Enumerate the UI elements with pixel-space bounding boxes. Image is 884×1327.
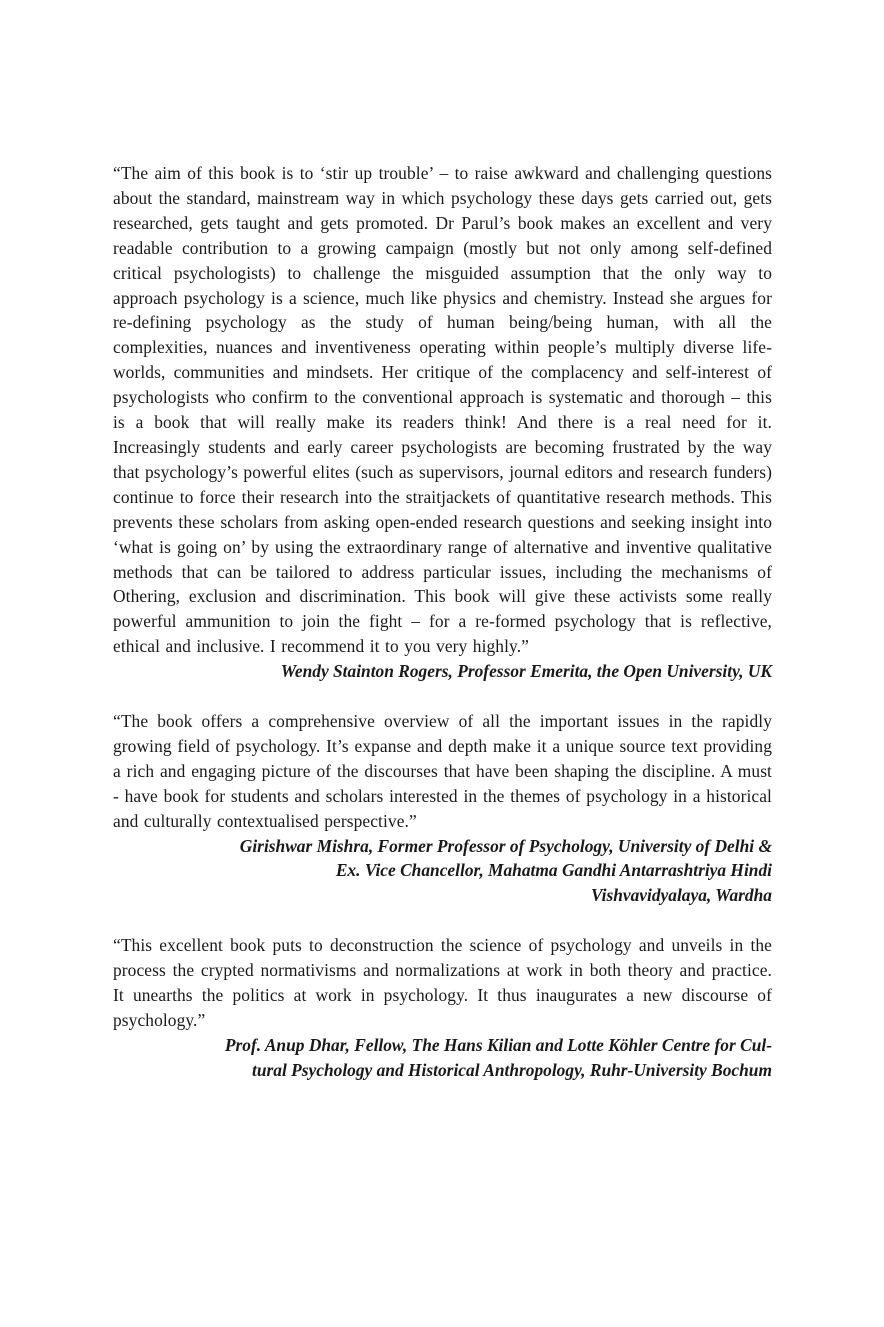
testimonial-quote: “The book offers a comprehensive overview of all the important issues in the rapidly growing field of psychology. It’s expanse and depth make it a unique source text providing a rich and engaging picture of the discourses that have been shaping the discipline. A must - have book for students and scholars interested in the themes of psychology in a historical and culturally contextualised perspective.” — [113, 711, 772, 831]
testimonial-quote: “This excellent book puts to deconstruction the science of psychology and unveils in the process the crypted normativisms and normalizations at work in both theory and practice. It unearths the politics at work in psychology. It thus inaugurates a new discourse of psychology.” — [113, 935, 772, 1030]
section-gap — [113, 684, 772, 709]
attribution-line: Girishwar Mishra, Former Professor of Psychology, University of Delhi & — [239, 835, 772, 856]
testimonial-attribution — [113, 1033, 772, 1083]
attribution-line: Prof. Anup Dhar, Fellow, The Hans Kilian and Lotte Köhler Centre for Cul- — [224, 1034, 772, 1055]
testimonial-1 — [113, 161, 772, 684]
attribution-line: Wendy Stainton Rogers, Professor Emerita, the Open University, UK — [280, 661, 772, 682]
testimonial-attribution — [113, 659, 772, 684]
testimonial-quote: “The aim of this book is to ‘stir up trouble’ – to raise awkward and challenging questions about the standard, mainstream way in which psychology these days gets carried out, gets researched, gets taught and gets promoted. Dr Parul’s book makes an excellent and very readable contribution to a growing campaign (mostly but not only among self-defined critical psychologists) to challenge the misguided assumption that the only way to approach psychology is a science, much like physics and chemistry. Instead she argues for re-defining psychology as the study of human being/being human, with all the complexities, nuances and inventiveness operating within people’s multiply diverse life-worlds, communities and mindsets. Her critique of the complacency and self-interest of psychologists who confirm to the conventional approach is systematic and thorough – this is a book that will really make its readers think! And there is a real need for it. Increasingly students and early career psychologists are becoming frustrated by the way that psychology’s powerful elites (such as supervisors, journal editors and research funders) continue to force their research into the straitjackets of quantitative research methods. This prevents these scholars from asking open-ended research questions and seeking insight into ‘what is going on’ by using the extraordinary range of alternative and inventive qualitative methods that can be tailored to address particular issues, including the mechanisms of Othering, exclusion and discrimination. This book will give these activists some really powerful ammunition to join the fight – for a re-formed psychology that is reflective, ethical and inclusive. I recommend it to you very highly.” — [113, 163, 772, 657]
attribution-line: Vishvavidyalaya, Wardha — [590, 885, 772, 906]
testimonial-3 — [113, 933, 772, 1082]
testimonial-2 — [113, 709, 772, 908]
endorsements-page — [113, 161, 772, 1083]
attribution-line: Ex. Vice Chancellor, Mahatma Gandhi Antarrashtriya Hindi — [335, 860, 772, 881]
testimonial-attribution — [113, 834, 772, 909]
section-gap — [113, 908, 772, 933]
attribution-line: tural Psychology and Historical Anthropology, Ruhr-University Bochum — [251, 1059, 772, 1080]
